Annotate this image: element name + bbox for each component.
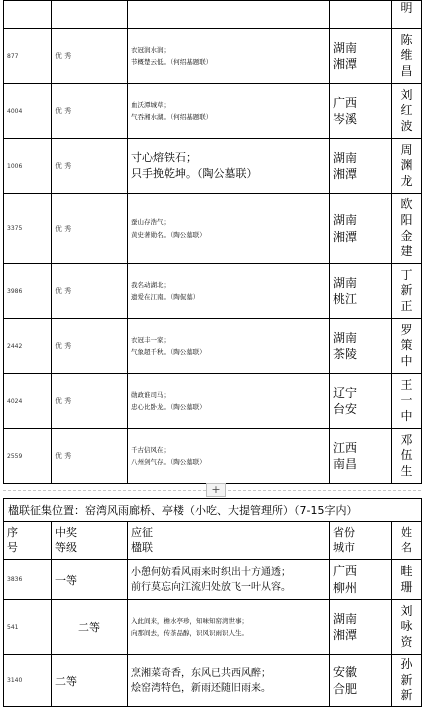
- couplet-text: [128, 560, 330, 600]
- cell: [128, 1, 330, 29]
- name-char: 策: [400, 338, 413, 353]
- header-text: 姓: [401, 526, 413, 540]
- name-char: 昌: [400, 63, 413, 78]
- city: 柳州: [333, 580, 358, 595]
- region-cell: [330, 374, 392, 429]
- city: 茶陵: [333, 347, 358, 361]
- name-char: 渊: [400, 158, 413, 173]
- name-cell: [392, 139, 422, 194]
- name-char: 丁: [400, 267, 413, 282]
- city: 湘潭: [333, 229, 358, 244]
- name-cell: [392, 84, 422, 139]
- name-char: 资: [400, 634, 413, 649]
- header-text: 应征: [131, 526, 153, 540]
- award-level: 优 秀: [52, 29, 128, 84]
- header-row: [4, 522, 422, 560]
- table-row: [4, 1, 422, 29]
- couplet-text: [128, 29, 330, 84]
- header-text: 省份: [333, 526, 355, 540]
- add-row-button[interactable]: +: [206, 483, 226, 497]
- name-char: 珊: [400, 579, 413, 594]
- name-char: 罗: [400, 322, 413, 337]
- entry-id: 3375: [4, 194, 52, 264]
- name-char: 生: [400, 463, 413, 478]
- name-cell: [392, 319, 422, 374]
- city: 南昌: [333, 457, 358, 471]
- entry-id: 3140: [4, 655, 52, 707]
- couplet-text: [128, 374, 330, 429]
- cell: [52, 1, 128, 29]
- name-char: 波: [400, 118, 413, 133]
- name-cell: [392, 655, 422, 707]
- name-cell: [392, 560, 422, 600]
- couplet-text: [128, 429, 330, 484]
- couplet-line-2: 气象超千秋。（陶公墓联）: [131, 348, 206, 356]
- name-char: 孙: [400, 657, 413, 672]
- region-cell: [330, 29, 392, 84]
- name-char: 一: [400, 393, 413, 408]
- region-cell: [330, 84, 392, 139]
- couplet-text: [128, 194, 330, 264]
- name-cell: [392, 264, 422, 319]
- name-cell: [392, 600, 422, 655]
- name-char: 邓: [400, 432, 413, 447]
- name-char: 咏: [400, 619, 413, 634]
- couplet-line-2: 只手挽乾坤。（陶公墓联）: [131, 167, 258, 180]
- name-char: 阳: [400, 212, 413, 227]
- table-row: [4, 264, 422, 319]
- couplet-line-1: 勋政谁司马；: [131, 390, 170, 399]
- table-row: [4, 194, 422, 264]
- city: 湘潭: [333, 628, 358, 642]
- name-char: 新: [400, 688, 413, 703]
- city: 岑溪: [333, 112, 358, 126]
- city: 桃江: [333, 292, 358, 306]
- results-table-1: [3, 0, 422, 484]
- name-cell: [392, 429, 422, 484]
- region-cell: [330, 655, 392, 707]
- couplet-line-1: 千古信风在；: [131, 445, 170, 454]
- couplet-line-1: 衣冠丰一家；: [131, 335, 170, 344]
- province: 湖南: [333, 611, 358, 626]
- name-char: 新: [400, 672, 413, 687]
- province: 广西: [333, 564, 358, 579]
- name-char: 欧: [400, 197, 413, 212]
- table-row: [4, 560, 422, 600]
- couplet-line-2: 忠心比卧龙。（陶公墓联）: [131, 403, 206, 411]
- header-text: 中奖: [55, 526, 77, 540]
- header-text: 楹联: [131, 540, 153, 554]
- couplet-line-2: 八州剑气存。（陶公墓联）: [131, 458, 206, 466]
- award-level: 一等: [52, 560, 128, 600]
- entry-id: 3836: [4, 560, 52, 600]
- couplet-line-2: 前行莫忘向江流归处放飞一叶从容。: [131, 581, 291, 593]
- header-level: [52, 522, 128, 560]
- region-cell: [330, 560, 392, 600]
- award-level: 优 秀: [52, 194, 128, 264]
- entry-id: 3986: [4, 264, 52, 319]
- insert-row-bar: [3, 483, 421, 497]
- region-cell: [330, 319, 392, 374]
- table-row: [4, 139, 422, 194]
- couplet-line-1: 入此间来，檐水亭珍，知味知窑湾世事；: [131, 616, 248, 625]
- couplet-line-2: 气吞湘水湖。（何绍基题联）: [131, 113, 213, 121]
- header-text: 号: [7, 540, 18, 554]
- entry-id: 2559: [4, 429, 52, 484]
- table-row: [4, 499, 422, 522]
- name-char: 周: [400, 142, 413, 157]
- entry-id: 4024: [4, 374, 52, 429]
- name-cell: 明: [392, 1, 422, 29]
- table-row: [4, 655, 422, 707]
- table-row: [4, 600, 422, 655]
- award-level: 优 秀: [52, 374, 128, 429]
- couplet-line-2: 节概楚云低。（何绍基题联）: [131, 58, 213, 66]
- couplet-line-1: 寸心熔铁石；: [131, 150, 197, 164]
- name-cell: [392, 194, 422, 264]
- province: 江西: [333, 440, 358, 455]
- award-level: 优 秀: [52, 84, 128, 139]
- entry-id: 4004: [4, 84, 52, 139]
- award-level: 优 秀: [52, 139, 128, 194]
- award-level: 二等: [52, 655, 128, 707]
- header-name: [392, 522, 422, 560]
- name-char: 金: [400, 228, 413, 243]
- award-level: 优 秀: [52, 429, 128, 484]
- couplet-text: [128, 84, 330, 139]
- entry-id: 2442: [4, 319, 52, 374]
- province: 辽宁: [333, 385, 358, 400]
- province: 湖南: [333, 213, 358, 228]
- header-region: [330, 522, 392, 560]
- table-row: [4, 374, 422, 429]
- name-cell: [392, 29, 422, 84]
- award-level: 优 秀: [52, 319, 128, 374]
- couplet-text: [128, 264, 330, 319]
- entry-id: 1006: [4, 139, 52, 194]
- couplet-text: [128, 319, 330, 374]
- couplet-line-2: 向那间去，传茶品醇，识风识雨识人生。: [131, 629, 248, 637]
- couplet-line-1: 血沃潭城草；: [131, 100, 170, 109]
- name-char: 建: [400, 244, 413, 259]
- name-char: 龙: [400, 173, 413, 188]
- couplet-line-2: 黄史著勋名。（陶公墓联）: [131, 230, 206, 239]
- name-char: 刘: [400, 87, 413, 102]
- header-id: [4, 522, 52, 560]
- award-level: 二等: [52, 600, 128, 655]
- couplet-text: [128, 655, 330, 707]
- province: 湖南: [333, 150, 358, 165]
- name-char: 刘: [400, 603, 413, 618]
- name-char: 伍: [400, 448, 413, 463]
- section-title: 楹联征集位置：窑湾风雨廊桥、亭楼（小吃、大提管理所）（7-15字内）: [4, 499, 422, 522]
- name-char: 中: [400, 408, 413, 423]
- province: 广西: [333, 95, 358, 110]
- name-char: 正: [400, 298, 413, 313]
- name-char: 新: [400, 283, 413, 298]
- name-char: 陈: [400, 32, 413, 47]
- table-row: [4, 429, 422, 484]
- couplet-line-1: 烹湘菜奇香，东风已共西风醉；: [131, 667, 271, 679]
- name-char: 中: [400, 353, 413, 368]
- header-couplet: [128, 522, 330, 560]
- couplet-line-1: 我名动湖北；: [131, 280, 170, 289]
- award-level: 优 秀: [52, 264, 128, 319]
- cell: [4, 1, 52, 29]
- couplet-text: [128, 600, 330, 655]
- city: 台安: [333, 402, 358, 416]
- header-text: 名: [401, 540, 413, 554]
- cell: [330, 1, 392, 29]
- couplet-line-1: 蚕山存浩气；: [131, 218, 170, 227]
- city: 湘潭: [333, 167, 358, 181]
- name-cell: [392, 374, 422, 429]
- province: 湖南: [333, 40, 358, 55]
- region-cell: [330, 139, 392, 194]
- couplet-line-1: 小憩何妨看风雨来时织出十方通透；: [131, 566, 291, 578]
- province: 湖南: [333, 330, 358, 345]
- name-char: 维: [400, 48, 413, 63]
- city: 合肥: [333, 681, 358, 696]
- region-cell: [330, 600, 392, 655]
- results-table-2: [3, 498, 422, 707]
- header-text: 等级: [55, 540, 77, 554]
- header-text: 城市: [333, 540, 355, 554]
- entry-id: 877: [4, 29, 52, 84]
- entry-id: 541: [4, 600, 52, 655]
- couplet-line-2: 烩窑湾特色，新雨还随旧雨来。: [131, 682, 271, 694]
- region-cell: [330, 194, 392, 264]
- couplet-text: [128, 139, 330, 194]
- table-row: [4, 29, 422, 84]
- city: 湘潭: [333, 57, 358, 71]
- region-cell: [330, 429, 392, 484]
- couplet-line-1: 衣冠润水润；: [131, 45, 170, 54]
- name-char: 红: [400, 103, 413, 118]
- province: 安徽: [333, 665, 358, 680]
- name-char: 王: [400, 377, 413, 392]
- region-cell: [330, 264, 392, 319]
- table-row: [4, 84, 422, 139]
- header-text: 序: [7, 526, 18, 540]
- province: 湖南: [333, 275, 358, 290]
- couplet-line-2: 遗爱在江南。（陶侃墓）: [131, 293, 200, 301]
- name-char: 畦: [400, 563, 413, 578]
- table-row: [4, 319, 422, 374]
